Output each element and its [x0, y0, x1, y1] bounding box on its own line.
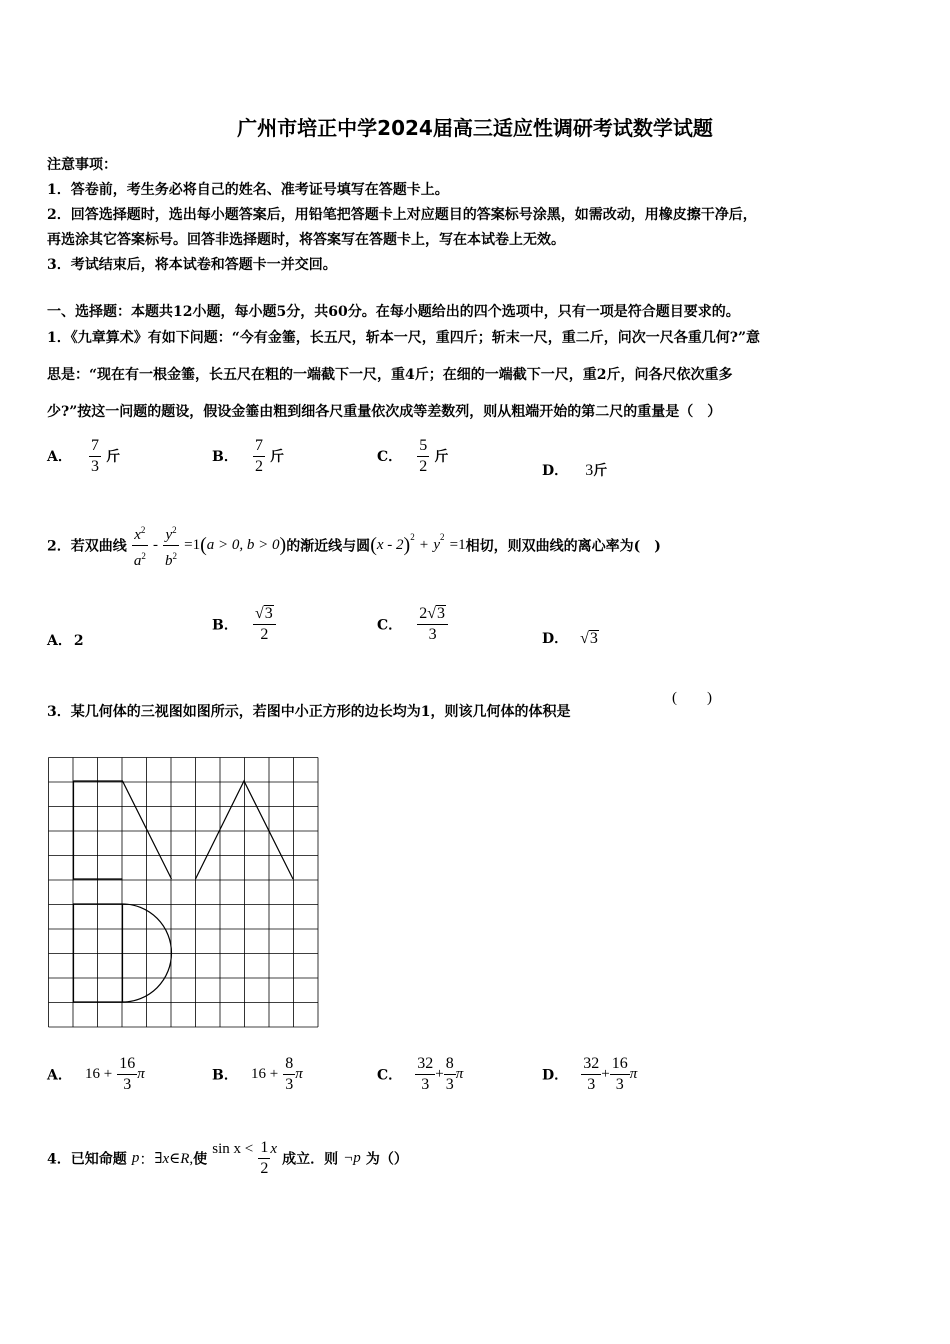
grid	[49, 758, 319, 1028]
notice-item: 3．考试结束后，将本试卷和答题卡一并交回。	[47, 257, 337, 273]
option-label: C．	[377, 449, 403, 465]
fraction: $\frac{y^2}{b^2}$	[163, 520, 179, 571]
three-view-diagram	[47, 756, 320, 1030]
q3-option-c[interactable]: C． $\frac{32}{3}$ + $\frac{8}{3}$ π	[377, 1055, 464, 1093]
view-outlines	[74, 781, 294, 1002]
q2-option-b[interactable]: B． $\frac{√3}{2}$	[212, 604, 276, 645]
fraction: $\frac{x^2}{a^2}$	[132, 520, 148, 571]
q3-answer-paren: ( )	[672, 690, 712, 706]
fraction: $\frac{8}{3}$	[285, 1055, 294, 1093]
notice-item: 1．答卷前，考生务必将自己的姓名、准考证号填写在答题卡上。	[47, 182, 449, 198]
fraction: $\frac{8}{3}$	[445, 1055, 454, 1093]
q2-stem: 2．若双曲线 $\frac{x^2}{a^2}$ - $\frac{y^2}{b^2}$ =1(a > 0, b > 0)的渐近线与圆$(x - 2)^2 + y^2 =1$相切，则双曲线的离心率为( )	[47, 520, 661, 571]
q1-option-a[interactable]: A． $\frac{7}{3}$ 斤	[47, 437, 121, 475]
fraction: $\frac{√3}{2}$	[253, 604, 276, 645]
q2-option-d[interactable]: D． √3	[542, 630, 598, 647]
q1-line: 思是：“现在有一根金箠，长五尺在粗的一端截下一尺，重4斤；在细的一端截下一尺，重2斤，问各尺依次重多	[47, 367, 733, 383]
front-view-outline	[74, 781, 172, 879]
q3-option-a[interactable]: A． 16 + $\frac{16}{3}$ π	[47, 1055, 145, 1093]
q1-line: 1．《九章算术》有如下问题：“今有金箠，长五尺，斩本一尺，重四斤；斩末一尺，重二斤，问次一尺各重几何?”意	[47, 330, 761, 346]
q3-stem: 3．某几何体的三视图如图所示，若图中小正方形的边长均为1，则该几何体的体积是	[47, 704, 571, 720]
q1-option-d[interactable]: D． 3斤	[542, 462, 608, 479]
notice-item: 再选涂其它答案标号。回答非选择题时，将答案写在答题卡上，写在本试卷上无效。	[47, 232, 565, 248]
option-label: D．	[542, 463, 569, 479]
fraction: $\frac{32}{3}$	[417, 1055, 434, 1093]
option-label: A．	[47, 449, 72, 465]
q1-option-b[interactable]: B． $\frac{7}{2}$ 斤	[212, 437, 285, 475]
fraction: $\frac{16}{3}$	[119, 1055, 136, 1093]
q2-option-a[interactable]: A． 2	[47, 633, 84, 649]
fraction: $\frac{5}{2}$	[419, 437, 428, 475]
q3-option-b[interactable]: B． 16 + $\frac{8}{3}$ π	[212, 1055, 303, 1093]
fraction: $\frac{7}{2}$	[254, 437, 263, 475]
notice-item: 2．回答选择题时，选出每小题答案后，用铅笔把答题卡上对应题目的答案标号涂黑，如需改动，用橡皮擦干净后，	[47, 207, 757, 223]
q2-option-c[interactable]: C． $\frac{2√3}{3}$	[377, 604, 448, 645]
fraction: $\frac{7}{3}$	[90, 437, 99, 475]
option-label: B．	[212, 449, 238, 465]
fraction: $\frac{2√3}{3}$	[417, 604, 448, 645]
fraction: $\frac{32}{3}$	[583, 1055, 600, 1093]
fraction: $\frac{16}{3}$	[611, 1055, 628, 1093]
q4-stem: 4．已知命题 p：∃x∈R,使 sin x < $\frac{1}{2}$ x 成立．则 ¬p 为（）	[47, 1139, 408, 1177]
q3-option-d[interactable]: D． $\frac{32}{3}$ + $\frac{16}{3}$ π	[542, 1055, 638, 1093]
notice-heading: 注意事项：	[47, 157, 117, 173]
section-heading: 一、选择题：本题共12小题，每小题5分，共60分。在每小题给出的四个选项中，只有一项是符合题目要求的。	[47, 304, 740, 320]
q1-option-c[interactable]: C． $\frac{5}{2}$ 斤	[377, 437, 449, 475]
page-title: 广州市培正中学2024届高三适应性调研考试数学试题	[237, 116, 713, 140]
q1-line: 少?”按这一问题的题设，假设金箠由粗到细各尺重量依次成等差数列，则从粗端开始的第二尺的重量是（ ）	[47, 404, 722, 420]
fraction: $\frac{1}{2}$	[260, 1139, 269, 1177]
